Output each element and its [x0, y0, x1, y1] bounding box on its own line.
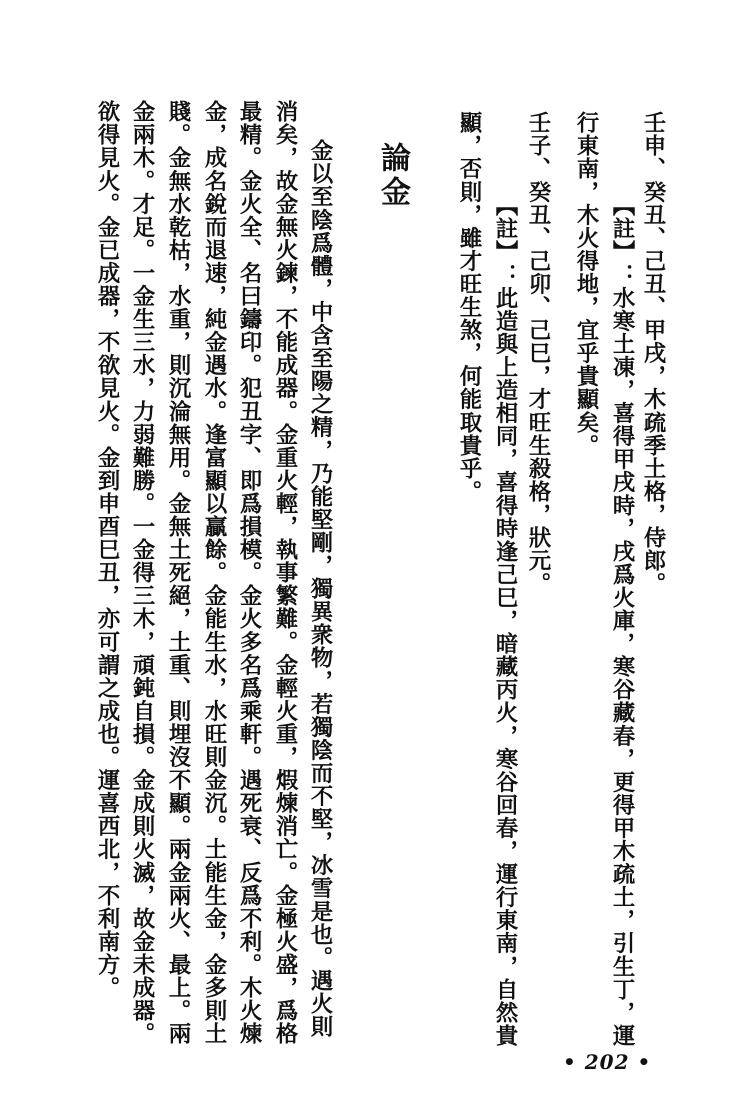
page-number: • 202 •: [563, 1050, 652, 1074]
body-column: 消矣，故金無火鍊，不能成器。金重火輕，執事繁難。金輕火重，煆煉消亡。金極火盛，爲格: [272, 100, 298, 1046]
body-column: 欲得見火。金已成器，不欲見火。金到申酉巳丑，亦可謂之成也。運喜西北，不利南方。: [94, 100, 120, 999]
annotation-column: 【註】：此造與上造相同，喜得時逢己巳，暗藏丙火，寒谷回春，運行東南，自然貴: [492, 194, 518, 1047]
annotation-column: 行東南，木火得地，宜乎貴顯矣。: [573, 111, 599, 457]
body-column: 賤。金無水乾枯，水重，則沉淪無用。金無土死絕，土重、則埋沒不顯。兩金兩火、最上。兩: [165, 100, 191, 1046]
text-column: 壬子、癸丑、己卯、己巳，才旺生殺格，狀元。: [525, 111, 551, 596]
section-heading: 論金: [375, 142, 410, 210]
text-column: 壬申、癸丑、己丑、甲戌，木疏季土格，侍郎。: [640, 111, 666, 596]
annotation-column: 顯，否則，雖才旺生煞，何能取貴乎。: [456, 111, 482, 503]
body-column: 金，成名銳而退速，純金遇水。逢富顯以贏餘。金能生水，水旺則金沉。土能生金，金多則土: [201, 100, 227, 1046]
body-column: 金以至陰爲體，中含至陽之精，乃能堅剛，獨異衆物，若獨陰而不堅，冰雪是也。遇火則: [307, 139, 333, 1038]
body-column: 最精。金火全、名曰鑄印。犯丑字、即爲損模。金火多名爲乘軒。遇死衰、反爲不利。木火煉: [236, 100, 262, 1046]
annotation-column: 【註】：水寒土凍，喜得甲戌時，戌爲火庫，寒谷藏春，更得甲木疏土，引生丁，運: [609, 194, 635, 1047]
body-column: 金兩木。才足。一金生三水，力弱難勝。一金得三木，頑鈍自損。金成則火滅，故金未成器。: [129, 100, 155, 1046]
